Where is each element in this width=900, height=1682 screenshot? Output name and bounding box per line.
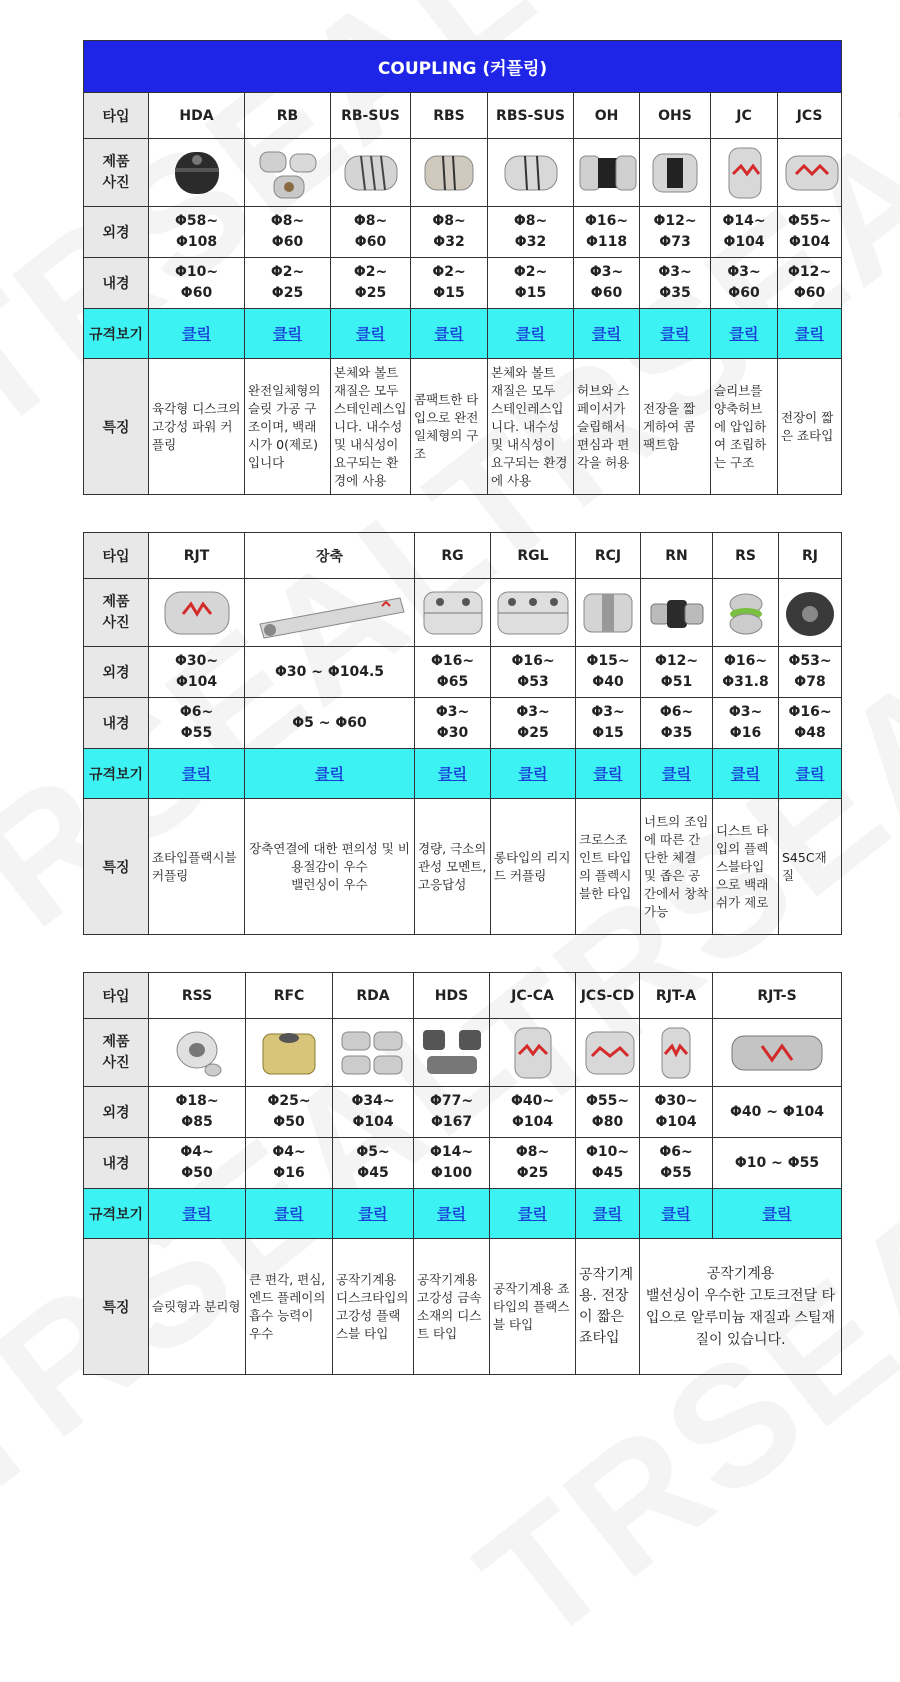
spec-cell <box>415 749 491 799</box>
spec-label: 규격보기 <box>84 309 149 359</box>
outer-diameter: Φ8~ Φ60 <box>331 207 411 258</box>
product-photo <box>488 139 574 207</box>
spec-click-link[interactable]: 클릭 <box>273 325 302 343</box>
inner-diameter: Φ4~ Φ16 <box>246 1138 333 1189</box>
spec-label: 규격보기 <box>84 749 149 799</box>
rj-coupling-image <box>782 584 838 642</box>
spec-click-link[interactable]: 클릭 <box>356 325 385 343</box>
spec-cell <box>245 749 415 799</box>
feature-label: 특징 <box>84 359 149 495</box>
outer-diameter: Φ30~ Φ104 <box>640 1087 713 1138</box>
product-photo <box>713 1019 842 1087</box>
feature-text: 디스트 타입의 플렉스블타입으로 백래쉬가 제로 <box>713 799 779 935</box>
long-shaft-coupling-image <box>250 584 410 642</box>
outer-diameter: Φ8~ Φ32 <box>411 207 488 258</box>
product-photo <box>779 579 842 647</box>
type-cell: RJT-S <box>713 973 842 1019</box>
spec-cell <box>713 1189 842 1239</box>
type-cell: JC-CA <box>490 973 576 1019</box>
type-label: 타입 <box>84 533 149 579</box>
feature-text: 공작기계용 디스크타입의 고강성 플랙스블 타입 <box>333 1239 414 1375</box>
rfc-coupling-image <box>255 1024 323 1082</box>
spec-click-link[interactable]: 클릭 <box>437 1205 466 1223</box>
spec-cell <box>713 749 779 799</box>
product-photo <box>331 139 411 207</box>
product-photo <box>576 579 641 647</box>
page-title: COUPLING (커플링) <box>84 41 842 93</box>
inner-diameter: Φ3~ Φ16 <box>713 698 779 749</box>
type-cell: RB-SUS <box>331 93 411 139</box>
spec-click-link[interactable]: 클릭 <box>729 325 759 343</box>
spec-cell <box>711 309 778 359</box>
feature-label: 특징 <box>84 799 149 935</box>
spec-cell <box>640 1189 713 1239</box>
outer-diameter: Φ8~ Φ32 <box>488 207 574 258</box>
product-photo <box>415 579 491 647</box>
spec-click-link[interactable]: 클릭 <box>518 1205 547 1223</box>
inner-diameter: Φ16~ Φ48 <box>779 698 842 749</box>
outer-label: 외경 <box>84 1087 149 1138</box>
type-cell: OHS <box>640 93 711 139</box>
product-photo <box>576 1019 640 1087</box>
spec-click-link[interactable]: 클릭 <box>593 765 623 783</box>
spec-cell <box>490 1189 576 1239</box>
type-cell: OH <box>574 93 640 139</box>
outer-diameter: Φ25~ Φ50 <box>246 1087 333 1138</box>
rb-sus-coupling-image <box>339 144 403 202</box>
product-photo <box>713 579 779 647</box>
ohs-coupling-image <box>643 144 707 202</box>
hda-coupling-image <box>165 144 229 202</box>
product-photo <box>149 579 245 647</box>
spec-click-link[interactable]: 클릭 <box>182 1205 212 1223</box>
product-photo <box>414 1019 490 1087</box>
inner-diameter: Φ6~ Φ35 <box>641 698 713 749</box>
inner-diameter: Φ5 ~ Φ60 <box>245 698 415 749</box>
rb-coupling-image <box>256 144 320 202</box>
type-cell: RJT <box>149 533 245 579</box>
rjt-s-coupling-image <box>722 1024 832 1082</box>
jc-ca-coupling-image <box>503 1024 563 1082</box>
type-cell: RDA <box>333 973 414 1019</box>
type-label: 타입 <box>84 93 149 139</box>
outer-diameter: Φ16~ Φ65 <box>415 647 491 698</box>
type-label: 타입 <box>84 973 149 1019</box>
feature-text: S45C재질 <box>779 799 842 935</box>
spec-click-link[interactable]: 클릭 <box>762 1205 792 1223</box>
product-photo <box>246 1019 333 1087</box>
spec-click-link[interactable]: 클릭 <box>795 325 825 343</box>
type-cell: RS <box>713 533 779 579</box>
spec-cell <box>149 309 245 359</box>
spec-click-link[interactable]: 클릭 <box>593 1205 622 1223</box>
oh-coupling-image <box>576 144 640 202</box>
inner-diameter: Φ3~ Φ60 <box>711 258 778 309</box>
rbs-sus-coupling-image <box>499 144 563 202</box>
product-photo <box>640 1019 713 1087</box>
spec-cell <box>246 1189 333 1239</box>
spec-cell <box>149 749 245 799</box>
inner-diameter: Φ14~ Φ100 <box>414 1138 490 1189</box>
feature-text: 공작기계용 죠타입의 플랙스블 타입 <box>490 1239 576 1375</box>
rgl-coupling-image <box>494 584 572 642</box>
feature-text: 전장이 짧은 죠타입 <box>778 359 842 495</box>
feature-text: 육각형 디스크의 고강성 파워 커플링 <box>149 359 245 495</box>
jcs-coupling-image <box>780 144 842 202</box>
outer-diameter: Φ58~ Φ108 <box>149 207 245 258</box>
spec-click-link[interactable]: 클릭 <box>182 765 211 783</box>
jc-coupling-image <box>713 144 777 202</box>
feature-text: 큰 편각, 편심, 엔드 플레이의 흡수 능력이 우수 <box>246 1239 333 1375</box>
rjt-coupling-image <box>157 584 237 642</box>
outer-diameter: Φ12~ Φ73 <box>640 207 711 258</box>
feature-text: 본체와 볼트 재질은 모두 스테인레스입니다. 내수성 및 내식성이 요구되는 환경에 사용 <box>331 359 411 495</box>
inner-diameter: Φ3~ Φ60 <box>574 258 640 309</box>
rss-coupling-image <box>167 1024 227 1082</box>
feature-text: 콤팩트한 타입으로 완전일체형의 구조 <box>411 359 488 495</box>
product-photo <box>245 139 331 207</box>
product-photo <box>491 579 576 647</box>
inner-diameter: Φ2~ Φ25 <box>331 258 411 309</box>
inner-diameter: Φ3~ Φ15 <box>576 698 641 749</box>
type-cell: HDS <box>414 973 490 1019</box>
outer-diameter: Φ16~ Φ118 <box>574 207 640 258</box>
feature-label: 특징 <box>84 1239 149 1375</box>
spec-click-link[interactable]: 클릭 <box>315 765 344 783</box>
outer-diameter: Φ77~ Φ167 <box>414 1087 490 1138</box>
inner-diameter: Φ3~ Φ30 <box>415 698 491 749</box>
inner-diameter: Φ10~ Φ45 <box>576 1138 640 1189</box>
type-cell: RJT-A <box>640 973 713 1019</box>
spec-cell <box>331 309 411 359</box>
outer-diameter: Φ18~ Φ85 <box>149 1087 246 1138</box>
spec-cell <box>576 749 641 799</box>
type-cell: RSS <box>149 973 246 1019</box>
feature-text: 허브와 스페이서가 슬립해서 편심과 편각을 허용 <box>574 359 640 495</box>
spec-cell <box>779 749 842 799</box>
inner-diameter: Φ2~ Φ25 <box>245 258 331 309</box>
feature-text: 경량, 극소의 관성 모멘트, 고응답성 <box>415 799 491 935</box>
spec-click-link[interactable]: 클릭 <box>434 325 464 343</box>
product-photo <box>574 139 640 207</box>
type-cell: RN <box>641 533 713 579</box>
feature-text: 장축연결에 대한 편의성 및 비용절감이 우수 밸런싱이 우수 <box>245 799 415 935</box>
feature-text: 슬릿형과 분리형 <box>149 1239 246 1375</box>
rda-coupling-image <box>338 1024 408 1082</box>
spec-click-link[interactable]: 클릭 <box>795 765 825 783</box>
outer-label: 외경 <box>84 207 149 258</box>
feature-text: 롱타입의 리지드 커플링 <box>491 799 576 935</box>
photo-label: 제품 사진 <box>84 139 149 207</box>
rn-coupling-image <box>647 584 707 642</box>
photo-label: 제품 사진 <box>84 1019 149 1087</box>
spec-cell <box>778 309 842 359</box>
spec-cell <box>149 1189 246 1239</box>
inner-diameter: Φ6~ Φ55 <box>640 1138 713 1189</box>
outer-diameter: Φ53~ Φ78 <box>779 647 842 698</box>
coupling-table-1 <box>83 40 842 495</box>
spec-cell <box>641 749 713 799</box>
coupling-table-2 <box>83 532 842 935</box>
outer-diameter: Φ40~ Φ104 <box>490 1087 576 1138</box>
hds-coupling-image <box>419 1024 485 1082</box>
rg-coupling-image <box>418 584 488 642</box>
jcs-cd-coupling-image <box>578 1024 640 1082</box>
type-cell: JC <box>711 93 778 139</box>
product-photo <box>149 1019 246 1087</box>
rcj-coupling-image <box>578 584 638 642</box>
inner-diameter: Φ6~ Φ55 <box>149 698 245 749</box>
outer-label: 외경 <box>84 647 149 698</box>
feature-text: 전장을 짧게하여 콤팩트함 <box>640 359 711 495</box>
feature-text: 공작기계용 밸선싱이 우수한 고토크전달 타입으로 알루미늄 재질과 스틸재질이 있습니다. <box>640 1239 842 1375</box>
type-cell: HDA <box>149 93 245 139</box>
rs-coupling-image <box>718 584 774 642</box>
feature-text: 슬리브를 양축허브에 압입하여 조립하는 구조 <box>711 359 778 495</box>
spec-click-link[interactable]: 클릭 <box>516 325 545 343</box>
inner-diameter: Φ4~ Φ50 <box>149 1138 246 1189</box>
inner-label: 내경 <box>84 258 149 309</box>
feature-text: 본체와 볼트 재질은 모두 스테인레스입니다. 내수성 및 내식성이 요구되는 환경에 사용 <box>488 359 574 495</box>
outer-diameter: Φ40 ~ Φ104 <box>713 1087 842 1138</box>
inner-diameter: Φ10 ~ Φ55 <box>713 1138 842 1189</box>
feature-text: 크로스조인트 타입의 플렉시블한 타입 <box>576 799 641 935</box>
product-photo <box>333 1019 414 1087</box>
spec-cell <box>333 1189 414 1239</box>
type-cell: JCS <box>778 93 842 139</box>
product-photo <box>640 139 711 207</box>
inner-diameter: Φ12~ Φ60 <box>778 258 842 309</box>
spec-cell <box>491 749 576 799</box>
inner-diameter: Φ10~ Φ60 <box>149 258 245 309</box>
product-photo <box>641 579 713 647</box>
type-cell: 장축 <box>245 533 415 579</box>
spec-click-link[interactable]: 클릭 <box>438 765 467 783</box>
inner-diameter: Φ2~ Φ15 <box>488 258 574 309</box>
spec-cell <box>411 309 488 359</box>
product-photo <box>778 139 842 207</box>
type-cell: RGL <box>491 533 576 579</box>
inner-diameter: Φ3~ Φ35 <box>640 258 711 309</box>
outer-diameter: Φ16~ Φ53 <box>491 647 576 698</box>
spec-click-link[interactable]: 클릭 <box>358 1205 388 1223</box>
feature-text: 죠타입플랙시블 커플링 <box>149 799 245 935</box>
type-cell: JCS-CD <box>576 973 640 1019</box>
inner-diameter: Φ3~ Φ25 <box>491 698 576 749</box>
feature-text: 너트의 조임에 따른 간단한 체결 및 좁은 공간에서 창착 가능 <box>641 799 713 935</box>
product-photo <box>149 139 245 207</box>
inner-label: 내경 <box>84 698 149 749</box>
spec-cell <box>576 1189 640 1239</box>
outer-diameter: Φ8~ Φ60 <box>245 207 331 258</box>
product-photo <box>490 1019 576 1087</box>
photo-label: 제품 사진 <box>84 579 149 647</box>
feature-text: 공작기계용 고강성 금속소재의 디스트 타입 <box>414 1239 490 1375</box>
type-cell: RCJ <box>576 533 641 579</box>
spec-click-link[interactable]: 클릭 <box>518 765 548 783</box>
spec-label: 규격보기 <box>84 1189 149 1239</box>
outer-diameter: Φ55~ Φ80 <box>576 1087 640 1138</box>
outer-diameter: Φ15~ Φ40 <box>576 647 641 698</box>
inner-label: 내경 <box>84 1138 149 1189</box>
outer-diameter: Φ30~ Φ104 <box>149 647 245 698</box>
outer-diameter: Φ30 ~ Φ104.5 <box>245 647 415 698</box>
spec-click-link[interactable]: 클릭 <box>660 325 690 343</box>
coupling-table-3 <box>83 972 842 1375</box>
product-photo <box>411 139 488 207</box>
inner-diameter: Φ2~ Φ15 <box>411 258 488 309</box>
outer-diameter: Φ12~ Φ51 <box>641 647 713 698</box>
product-photo <box>245 579 415 647</box>
type-cell: RG <box>415 533 491 579</box>
spec-click-link[interactable]: 클릭 <box>274 1205 304 1223</box>
outer-diameter: Φ16~ Φ31.8 <box>713 647 779 698</box>
spec-click-link[interactable]: 클릭 <box>731 765 760 783</box>
outer-diameter: Φ55~ Φ104 <box>778 207 842 258</box>
spec-click-link[interactable]: 클릭 <box>661 1205 691 1223</box>
type-cell: RBS <box>411 93 488 139</box>
inner-diameter: Φ5~ Φ45 <box>333 1138 414 1189</box>
type-cell: RFC <box>246 973 333 1019</box>
type-cell: RBS-SUS <box>488 93 574 139</box>
spec-click-link[interactable]: 클릭 <box>592 325 621 343</box>
spec-click-link[interactable]: 클릭 <box>182 325 211 343</box>
outer-diameter: Φ14~ Φ104 <box>711 207 778 258</box>
outer-diameter: Φ34~ Φ104 <box>333 1087 414 1138</box>
spec-cell <box>488 309 574 359</box>
rjt-a-coupling-image <box>648 1024 704 1082</box>
feature-text: 공작기계용. 전장이 짧은 죠타입 <box>576 1239 640 1375</box>
inner-diameter: Φ8~ Φ25 <box>490 1138 576 1189</box>
spec-cell <box>245 309 331 359</box>
spec-cell <box>574 309 640 359</box>
type-cell: RB <box>245 93 331 139</box>
rbs-coupling-image <box>417 144 481 202</box>
product-photo <box>711 139 778 207</box>
spec-cell <box>414 1189 490 1239</box>
spec-click-link[interactable]: 클릭 <box>662 765 691 783</box>
spec-cell <box>640 309 711 359</box>
feature-text: 완전일체형의 슬릿 가공 구조이며, 백래시가 0(제로)입니다 <box>245 359 331 495</box>
type-cell: RJ <box>779 533 842 579</box>
